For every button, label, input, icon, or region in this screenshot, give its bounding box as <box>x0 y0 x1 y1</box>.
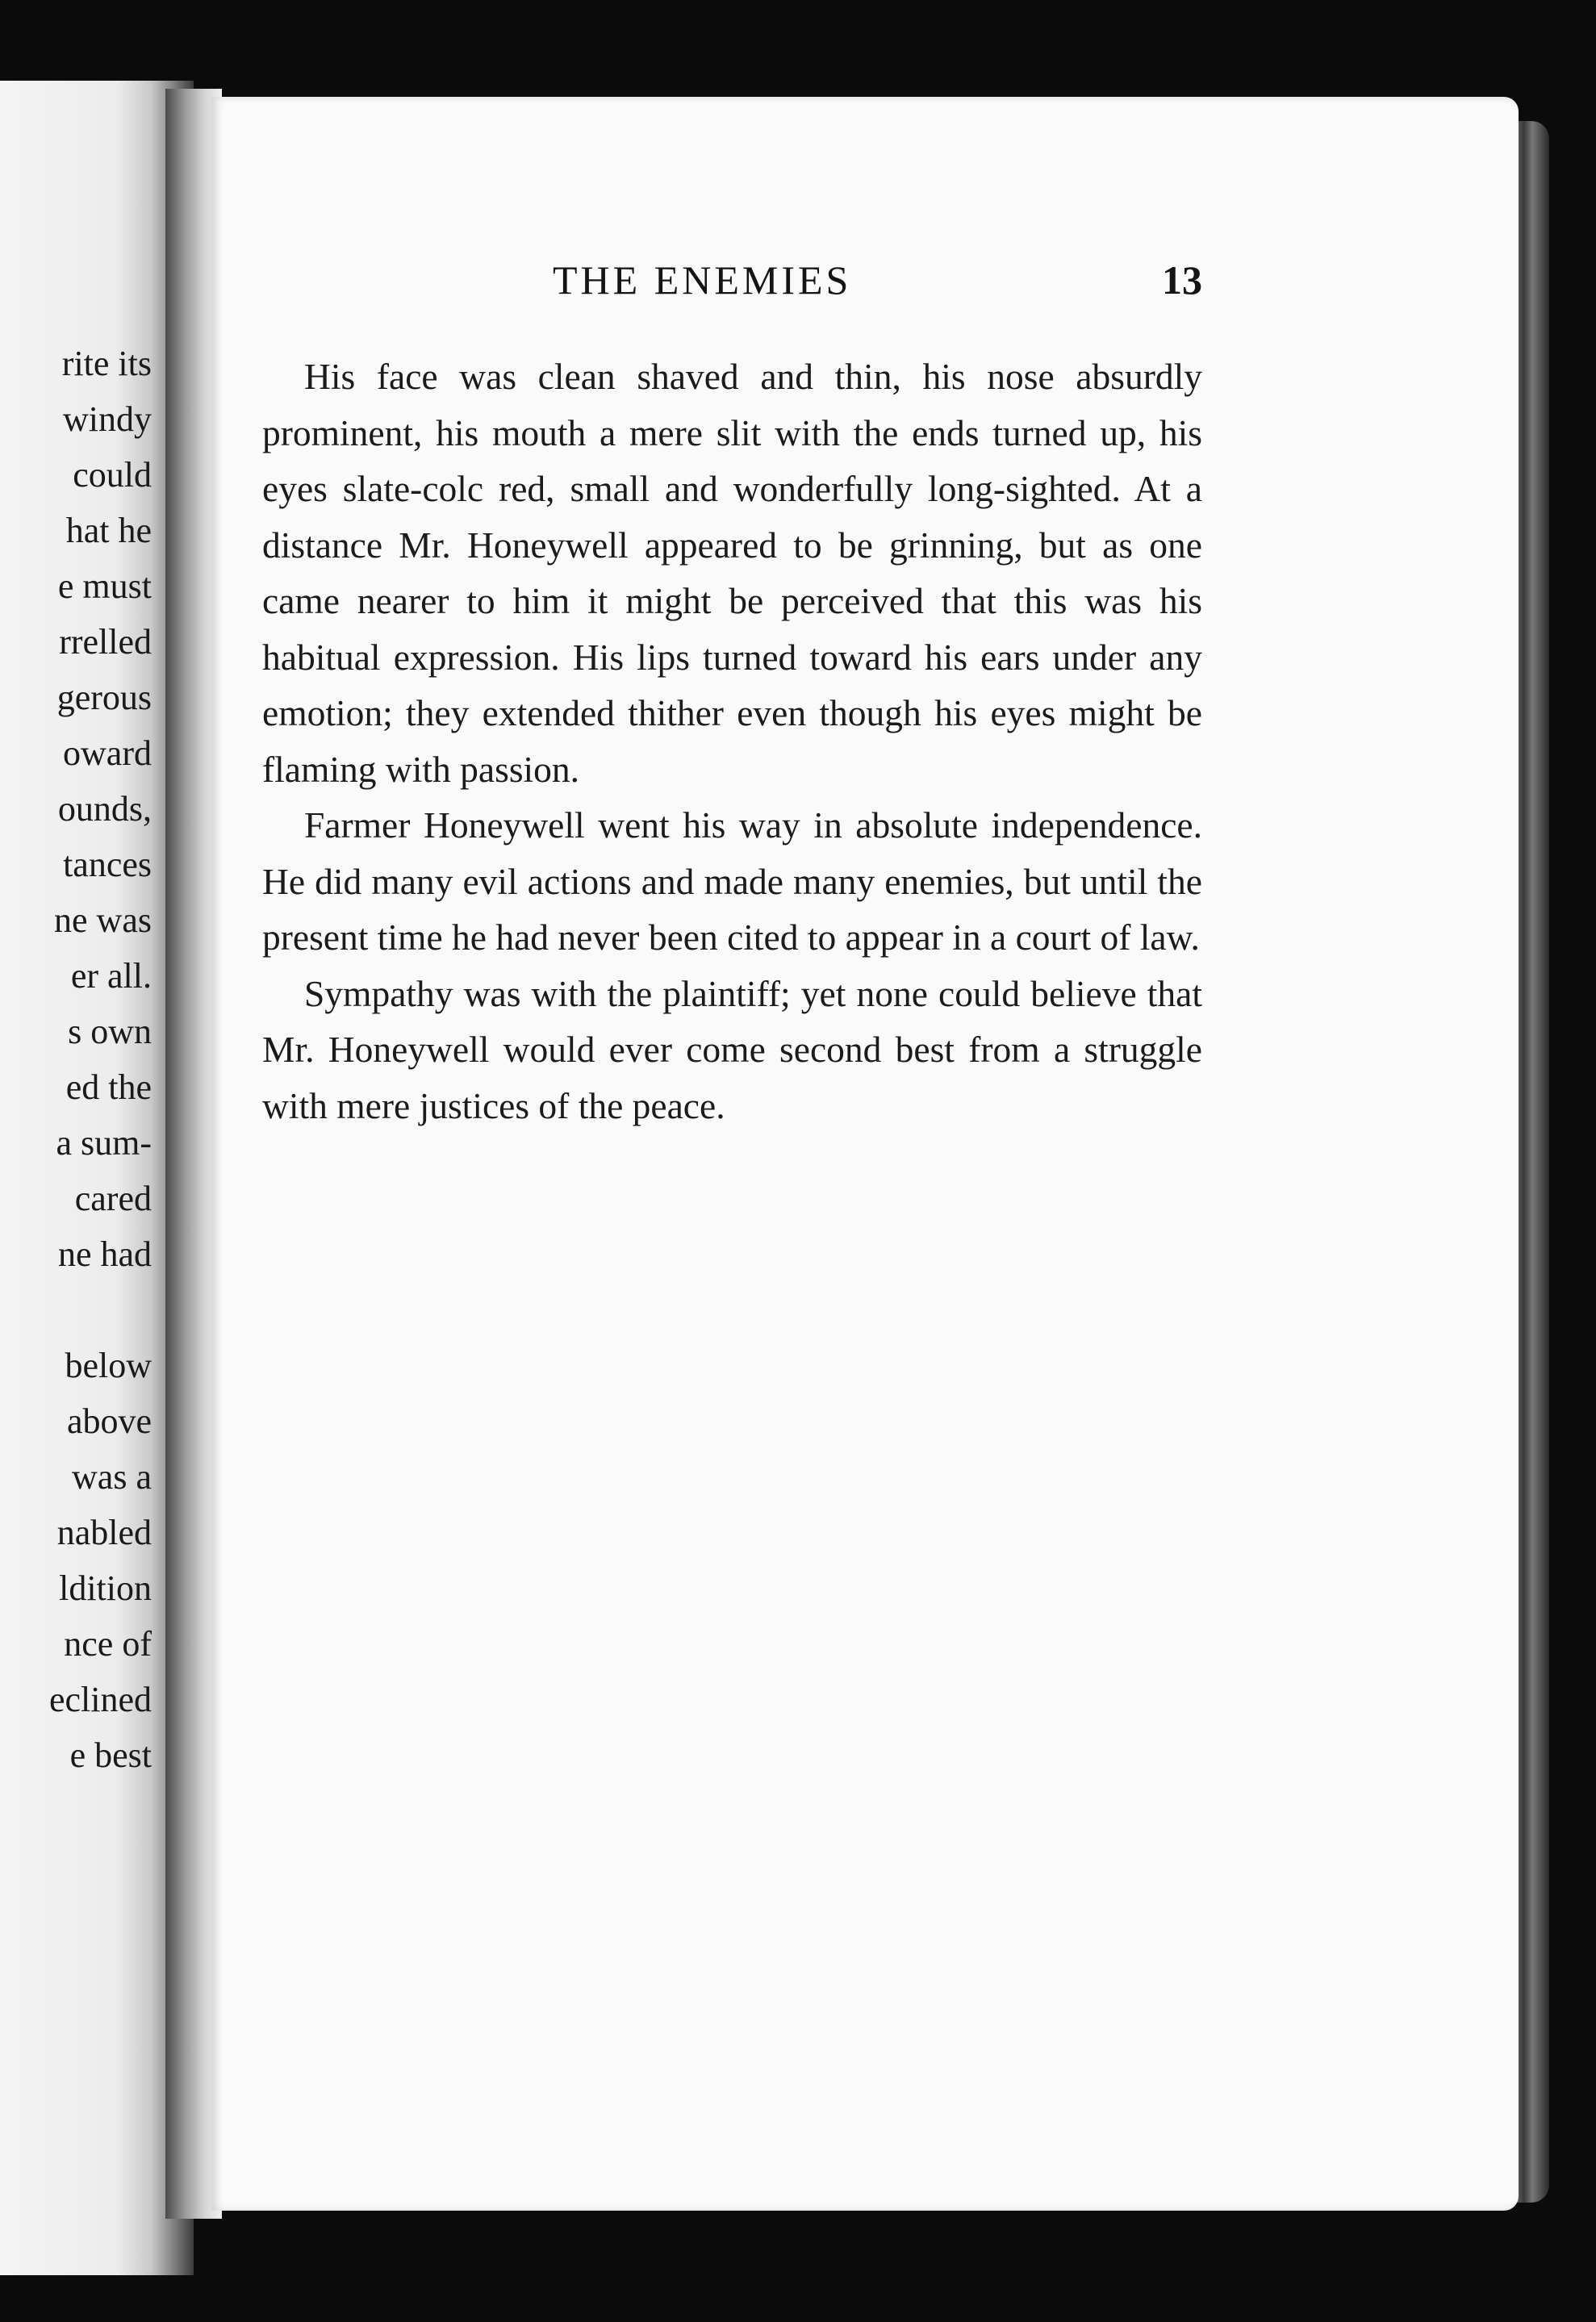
left-page-line: above <box>66 1401 152 1441</box>
left-page-line: nce of <box>64 1624 152 1664</box>
left-page-line: rrelled <box>59 622 152 662</box>
left-page-line: er all. <box>70 956 152 996</box>
left-page-line: s own <box>68 1012 152 1051</box>
left-page-line: rite its <box>61 344 152 383</box>
paragraph: Farmer Honeywell went his way in absolute independence. He did many evil actions and made many enemies, but until the present time he had never been cited to appear in a court of law. <box>262 804 1202 958</box>
left-page-line: ne was <box>54 900 152 940</box>
left-page-line: was a <box>72 1457 152 1497</box>
left-page-line: tances <box>63 845 152 884</box>
body-text <box>262 349 1202 1134</box>
left-page-line: a sum- <box>56 1123 152 1163</box>
left-page-line: windy <box>63 399 152 439</box>
paragraph: Sympathy was with the plaintiff; yet none could believe that Mr. Honeywell would ever come second best from a struggle with mere justices of the peace. <box>262 972 1202 1126</box>
running-head: THE ENEMIES <box>553 257 852 303</box>
left-page-line: ed the <box>65 1067 152 1107</box>
left-page-line: gerous <box>56 678 152 717</box>
left-page-line: could <box>73 455 152 495</box>
left-page-line: hat he <box>65 511 152 550</box>
paragraph: His face was clean shaved and thin, his nose absurdly prominent, his mouth a mere slit with the ends turned up, his eyes slate-colc red, small and wonderfully long-sighted. At a distance Mr. Honeywell appeared to be grinning, but as one came nearer to him it might be perceived that this was his habitual expression. His lips turned toward his ears under any emotion; they extended thither even though his eyes might be flaming with passion. <box>262 356 1202 790</box>
left-page-line: ounds, <box>57 789 152 829</box>
left-page-line: ldition <box>59 1568 152 1608</box>
left-page-line: e must <box>57 566 152 606</box>
left-page-line: eclined <box>48 1680 152 1719</box>
left-page-line: oward <box>63 733 152 773</box>
left-page-line: ne had <box>57 1234 152 1274</box>
left-page-line: nabled <box>56 1513 152 1552</box>
left-page-line: cared <box>74 1179 152 1218</box>
page-number: 13 <box>1162 257 1202 303</box>
left-page-line: e best <box>69 1735 152 1775</box>
left-page-line: below <box>65 1346 152 1385</box>
facing-page-left <box>0 81 194 2275</box>
